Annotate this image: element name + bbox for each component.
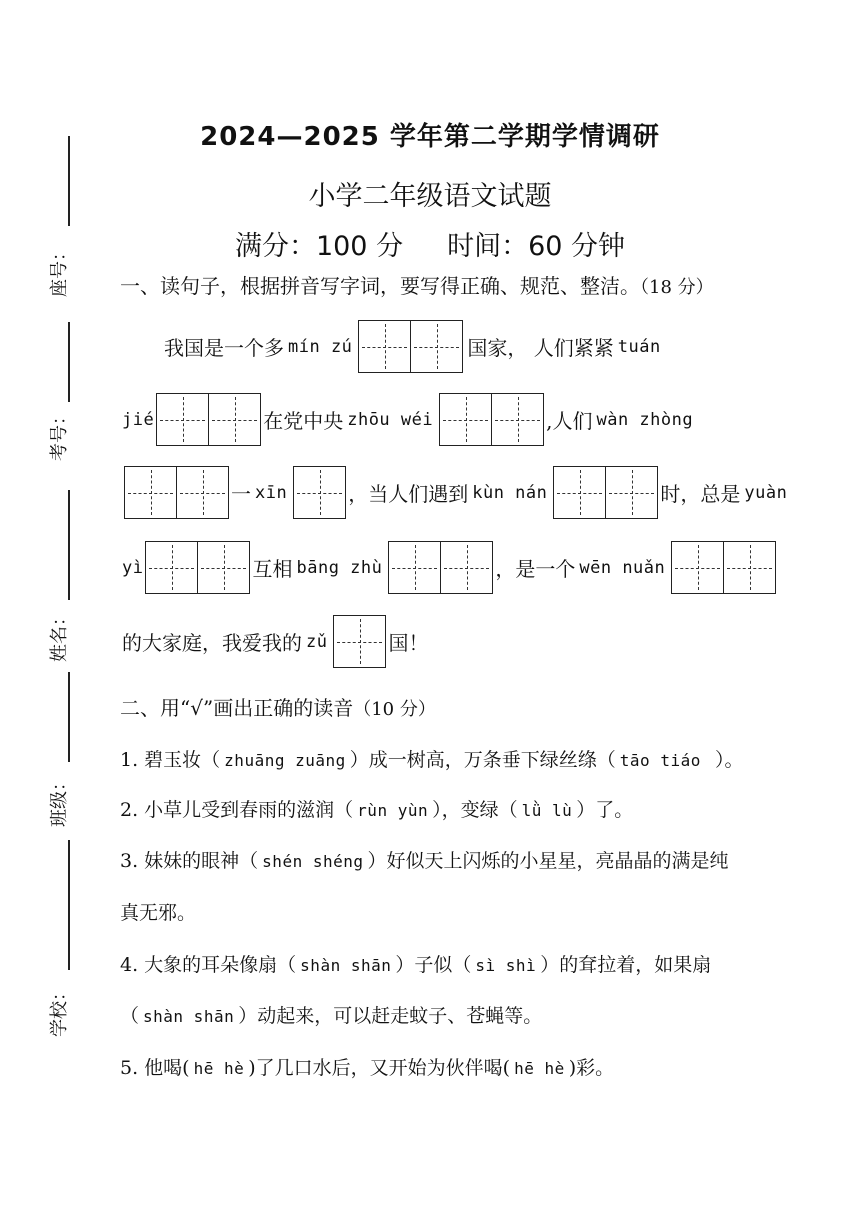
text: 互相 (252, 557, 293, 581)
question-text: ），变绿（ (432, 799, 518, 821)
pinyin-prompt: tuán (617, 336, 661, 357)
writing-cell[interactable] (723, 542, 775, 593)
writing-cell[interactable] (334, 616, 385, 667)
section1-title: 一、读句子，根据拼音写字词，要写得正确、规范、整洁。 (120, 274, 640, 298)
fill-line-3 (122, 466, 791, 519)
exam-number-line (68, 322, 70, 402)
question-text: 1. 碧玉妆（ (120, 749, 221, 771)
fill-line-1 (164, 320, 665, 373)
question-4-cont (120, 1001, 542, 1028)
answer-grid-wennuan[interactable] (671, 541, 776, 594)
pinyin-options[interactable]: shén shéng (262, 852, 364, 871)
pinyin-options[interactable]: rùn yùn (357, 801, 429, 820)
pinyin-options[interactable]: hē hè (193, 1059, 245, 1078)
question-text: ）。 (714, 749, 744, 771)
writing-cell[interactable] (440, 394, 491, 445)
pinyin-options[interactable]: shàn shān (300, 956, 392, 975)
pinyin-prompt: bāng zhù (296, 557, 383, 578)
question-text: ）的耷拉着，如果扇 (540, 954, 712, 976)
exam-subtitle: 小学二年级语文试题 (308, 181, 552, 212)
answer-grid-zu[interactable] (333, 615, 386, 668)
section1-heading (120, 270, 714, 299)
answer-grid-kunnan[interactable] (553, 466, 658, 519)
exam-time: 时间：60 分钟 (447, 231, 626, 262)
answer-grid-minzu[interactable] (358, 320, 463, 373)
writing-cell[interactable] (359, 321, 410, 372)
question-text: 3. 妹妹的眼神（ (120, 850, 259, 872)
writing-cell[interactable] (440, 542, 492, 593)
question-text: )彩。 (568, 1057, 615, 1079)
answer-grid-yuanyi[interactable] (145, 541, 250, 594)
class-label: 班级： (49, 773, 70, 827)
writing-cell[interactable] (125, 467, 176, 518)
pinyin-options[interactable]: sì shì (475, 956, 537, 975)
pinyin-options[interactable]: shàn shān (143, 1007, 235, 1026)
school-label: 学校： (49, 983, 70, 1037)
pinyin-options[interactable]: tāo tiáo (619, 751, 711, 770)
question-5 (120, 1053, 614, 1080)
answer-grid-bangzhu[interactable] (388, 541, 493, 594)
question-text: 真无邪。 (120, 902, 197, 924)
answer-grid-xin[interactable] (293, 466, 346, 519)
question-text: （ (120, 1005, 140, 1027)
text: ,人们 (546, 409, 593, 433)
text: ，当人们遇到 (348, 482, 469, 506)
pinyin-prompt: yuàn (744, 482, 788, 503)
exam-title: 2024—2025 学年第二学期学情调研 (200, 122, 660, 152)
question-text: ）动起来，可以赶走蚊子、苍蝇等。 (238, 1005, 543, 1027)
pinyin-prompt: zhōu wéi (347, 409, 434, 430)
exam-number-label: 考号： (49, 407, 70, 461)
writing-cell[interactable] (197, 542, 249, 593)
writing-cell[interactable] (491, 394, 543, 445)
question-text: ）好似天上闪烁的小星星，亮晶晶的满是纯 (367, 850, 729, 872)
fill-line-5 (122, 615, 428, 668)
name-label: 姓名： (49, 608, 70, 662)
section2-title: 二、用“√”画出正确的读音 (120, 696, 354, 720)
answer-grid-tuanjie[interactable] (156, 393, 261, 446)
section2-score: （10 分） (353, 699, 436, 720)
question-text: 4. 大象的耳朵像扇（ (120, 954, 297, 976)
pinyin-prompt: kùn nán (472, 482, 548, 503)
exam-meta (0, 224, 860, 263)
school-line (68, 840, 70, 970)
question-text: 5. 他喝( (120, 1057, 190, 1079)
name-line (68, 490, 70, 600)
writing-cell[interactable] (146, 542, 197, 593)
fill-line-2 (122, 393, 697, 446)
writing-cell[interactable] (410, 321, 462, 372)
text: 时，总是 (660, 482, 741, 506)
full-score: 满分：100 分 (234, 231, 404, 262)
writing-cell[interactable] (554, 467, 605, 518)
writing-cell[interactable] (208, 394, 260, 445)
question-text: ）了。 (576, 799, 634, 821)
section2-heading (120, 692, 436, 721)
text: ，是一个 (495, 557, 576, 581)
pinyin-options[interactable]: lǜ lù (521, 801, 573, 820)
writing-cell[interactable] (157, 394, 208, 445)
question-4 (120, 950, 711, 977)
pinyin-prompt: xīn (255, 482, 288, 503)
pinyin-prompt: mín zú (288, 336, 353, 357)
answer-grid-zhouwei[interactable] (439, 393, 544, 446)
writing-cell[interactable] (672, 542, 723, 593)
pinyin-prompt: wàn zhòng (596, 409, 694, 430)
text: 我国是一个多 (164, 336, 284, 360)
pinyin-prompt: jié (122, 409, 155, 430)
pinyin-prompt: yì (122, 557, 144, 578)
writing-cell[interactable] (389, 542, 440, 593)
pinyin-options[interactable]: zhuāng zuāng (224, 751, 346, 770)
question-text: ）成一树高，万条垂下绿丝绦（ (349, 749, 616, 771)
question-text: 2. 小草儿受到春雨的滋润（ (120, 799, 354, 821)
section1-score: （18 分） (640, 277, 714, 298)
question-1 (120, 745, 744, 772)
question-2 (120, 795, 633, 822)
class-line (68, 672, 70, 762)
pinyin-prompt: zǔ (306, 631, 328, 652)
text: 国家， 人们紧紧 (467, 336, 614, 360)
writing-cell[interactable] (176, 467, 228, 518)
text: 国！ (388, 631, 429, 655)
text: 在党中央 (263, 409, 344, 433)
text: 一 (231, 482, 251, 506)
question-3-cont (120, 898, 196, 925)
answer-grid-wanzhong[interactable] (124, 466, 229, 519)
question-3 (120, 846, 729, 873)
pinyin-prompt: wēn nuǎn (579, 557, 666, 578)
fill-line-4 (122, 541, 778, 594)
pinyin-options[interactable]: hē hè (514, 1059, 565, 1078)
question-text: ）子似（ (395, 954, 472, 976)
writing-cell[interactable] (294, 467, 345, 518)
text: 的大家庭，我爱我的 (122, 631, 302, 655)
writing-cell[interactable] (605, 467, 657, 518)
seat-label: 座号： (49, 243, 70, 297)
question-text: )了几口水后，又开始为伙伴喝( (248, 1057, 511, 1079)
